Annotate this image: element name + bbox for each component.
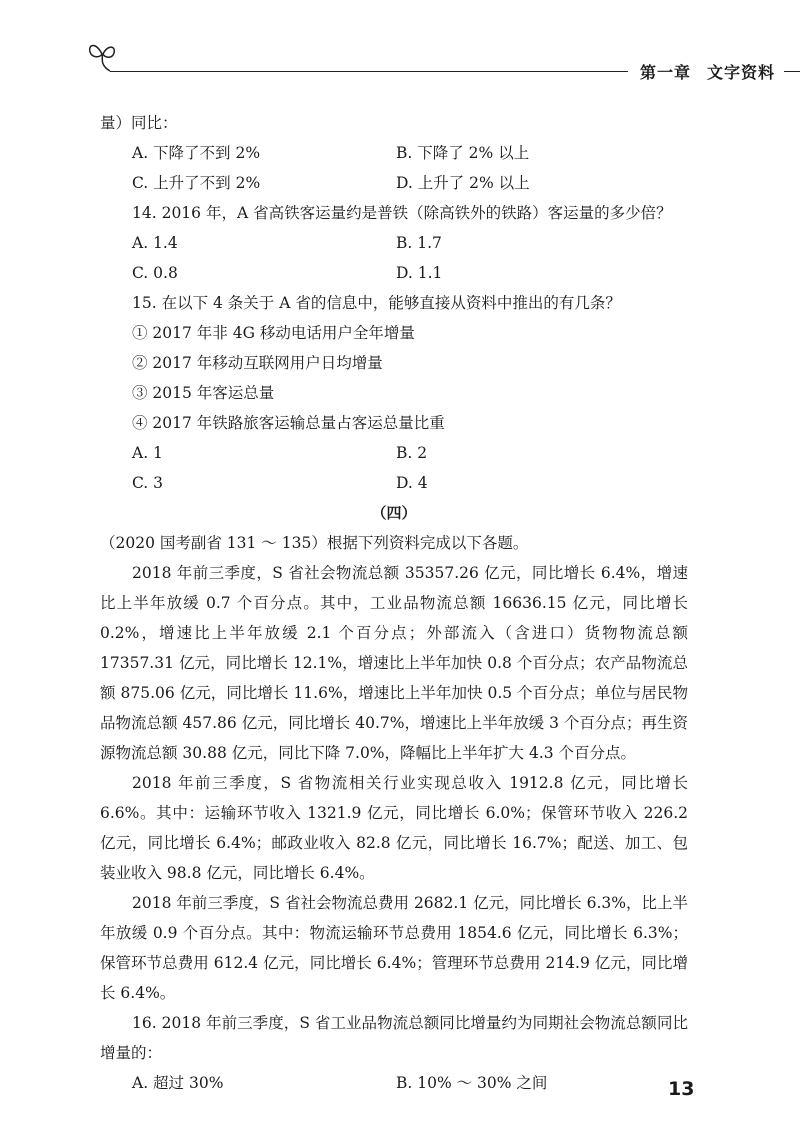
- q13-options-row-1: [100, 138, 688, 168]
- page-content: [100, 108, 688, 1098]
- q15-stem: 15. 在以下 4 条关于 A 省的信息中，能够直接从资料中推出的有几条？: [132, 294, 621, 312]
- material-paragraph-2: 2018 年前三季度，S 省物流相关行业实现总收入 1912.8 亿元，同比增长 6.6%。其中：运输环节收入 1321.9 亿元，同比增长 6.0%；保管环节收入 226.2 亿元，同比增长 6.4%；邮政业收入 82.8 亿元，同比增长 16.7%；配送、加工、包装业收入 98.8 亿元，同比增长 6.4%。: [100, 774, 688, 882]
- q16-options-row-1: [100, 1068, 688, 1098]
- q14-option-c: C. 0.8: [132, 264, 178, 282]
- q14-options-row-2: [100, 258, 688, 288]
- q16-option-b: B. 10% ～ 30% 之间: [396, 1074, 548, 1092]
- q16-stem: 16. 2018 年前三季度，S 省工业品物流总额同比增量约为同期社会物流总额同比增量的：: [100, 1014, 688, 1062]
- q15-item-4: ④ 2017 年铁路旅客运输总量占客运总量比重: [132, 414, 445, 432]
- q13-stem-tail: 量）同比：: [100, 114, 178, 132]
- q13-options-row-2: [100, 168, 688, 198]
- q13-option-a: A. 下降了不到 2%: [132, 144, 261, 162]
- q15-options-row-2: [100, 468, 688, 498]
- q14-stem: 14. 2016 年，A 省高铁客运量约是普铁（除高铁外的铁路）客运量的多少倍？: [132, 204, 672, 222]
- chapter-heading: [640, 60, 775, 83]
- q15-item-1: ① 2017 年非 4G 移动电话用户全年增量: [132, 324, 415, 342]
- material-paragraph-1: 2018 年前三季度，S 省社会物流总额 35357.26 亿元，同比增长 6.4%，增速比上半年放缓 0.7 个百分点。其中，工业品物流总额 16636.15 亿元，同比增长 0.2%，增速比上半年放缓 2.1 个百分点；外部流入（含进口）货物物流总额 17357.31 亿元，同比增长 12.1%，增速比上半年加快 0.8 个百分点；农产品物流总额 875.06 亿元，同比增长 11.6%，增速比上半年加快 0.5 个百分点；单位与居民物品物流总额 457.86 亿元，同比增长 40.7%，增速比上半年放缓 3 个百分点；再生资源物流总额 30.88 亿元，同比下降 7.0%，降幅比上半年扩大 4.3 个百分点。: [100, 564, 688, 762]
- q13-option-d: D. 上升了 2% 以上: [396, 174, 530, 192]
- page-number: 13: [668, 1078, 695, 1100]
- q16-option-a: A. 超过 30%: [132, 1074, 224, 1092]
- q13-option-b: B. 下降了 2% 以上: [396, 144, 530, 162]
- q15-option-a: A. 1: [132, 444, 163, 462]
- material-paragraph-3: 2018 年前三季度，S 省社会物流总费用 2682.1 亿元，同比增长 6.3%，比上半年放缓 0.9 个百分点。其中：物流运输环节总费用 1854.6 亿元，同比增长 6.3%；保管环节总费用 612.4 亿元，同比增长 6.4%；管理环节总费用 214.9 亿元，同比增长 6.4%。: [100, 894, 688, 1002]
- page-header: [88, 40, 800, 80]
- q15-option-c: C. 3: [132, 474, 164, 492]
- section-intro: （2020 国考副省 131 ～ 135）根据下列资料完成以下各题。: [100, 534, 529, 552]
- section-title: （四）: [371, 504, 417, 522]
- q14-options-row-1: [100, 228, 688, 258]
- q14-option-a: A. 1.4: [132, 234, 178, 252]
- q15-option-b: B. 2: [396, 444, 428, 462]
- chapter-number: 第一章: [640, 63, 692, 82]
- q15-options-row-1: [100, 438, 688, 468]
- q15-option-d: D. 4: [396, 474, 428, 492]
- q14-option-b: B. 1.7: [396, 234, 442, 252]
- header-rule-right: [784, 71, 800, 72]
- chapter-title: 文字资料: [707, 63, 776, 82]
- q15-item-3: ③ 2015 年客运总量: [132, 384, 275, 402]
- q13-option-c: C. 上升了不到 2%: [132, 174, 261, 192]
- q14-option-d: D. 1.1: [396, 264, 443, 282]
- q15-item-2: ② 2017 年移动互联网用户日均增量: [132, 354, 383, 372]
- header-rule-left: [110, 71, 628, 72]
